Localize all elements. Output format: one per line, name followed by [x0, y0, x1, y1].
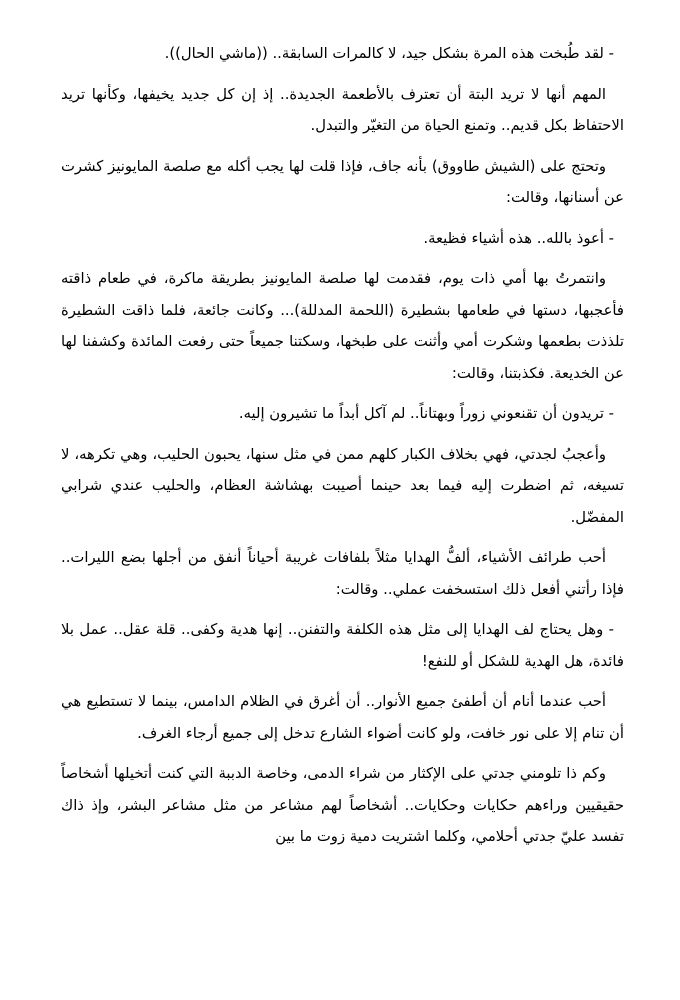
body-paragraph: وانتمرتُ بها أمي ذات يوم، فقدمت لها صلصة المايونيز بطريقة ماكرة، في طعام ذاقته فأعجبها، دستها في طعامها بشطيرة (اللحمة المدللة)... وكانت جائعة، فلما ذاقت الشطيرة تلذذت بطعمها وشكرت أمي وأثنت على طبخها، وسكتنا جميعاً حتى رفعت المائدة وكشفنا لها عن الخديعة. فكذبتنا، وقالت:	[61, 270, 624, 382]
dialogue-line: - تريدون أن تقنعوني زوراً وبهتاناً.. لم آكل أبداً ما تشيرون إليه.	[238, 405, 614, 422]
dialogue-line: - أعوذ بالله.. هذه أشياء فظيعة.	[423, 229, 614, 247]
body-paragraph: وتحتج على (الشيش طاووق) بأنه جاف، فإذا قلت لها يجب أكله مع صلصة المايونيز كشرت عن أسنانها، وقالت:	[61, 157, 624, 206]
body-paragraph: أحب طرائف الأشياء، ألفُّ الهدايا مثلاً بلفافات غريبة أحياناً أنفق من أجلها بضع الليرات.. فإذا رأتني أفعل ذلك استسخفت عملي.. وقالت:	[61, 549, 624, 598]
body-paragraph: وكم ذا تلومني جدتي على الإكثار من شراء الدمى، وخاصة الدببة التي كنت أتخيلها أشخاصاً حقيقيين وراءهم حكايات وحكايات.. أشخاصاً لهم مشاعر من مثل مشاعر البشر، وإذ ذاك تفسد عليّ جدتي أحلامي، وكلما اشتريت دمية زوت ما بين	[61, 765, 624, 845]
dialogue-line: - وهل يحتاج لف الهدايا إلى مثل هذه الكلفة والتفنن.. إنها هدية وكفى.. قلة عقل.. عمل بلا فائدة، هل الهدية للشكل أو للنفع!	[61, 621, 624, 670]
body-paragraph: وأعجبُ لجدتي، فهي بخلاف الكبار كلهم ممن في مثل سنها، يحبون الحليب، وهي تكرهه، لا تسيغه، ثم اضطرت إليه فيما بعد حينما أصيبت بهشاشة العظام، والحليب عندي شرابي المفضّل.	[61, 445, 624, 526]
body-paragraph: المهم أنها لا تريد البتة أن تعترف بالأطعمة الجديدة.. إذ إن كل جديد يخيفها، وكأنها تريد الاحتفاظ بكل قديم.. وتمنع الحياة من التغيّر والتبدل.	[61, 85, 624, 134]
body-paragraph: أحب عندما أنام أن أطفئ جميع الأنوار.. أن أغرق في الظلام الدامس، بينما لا تستطيع هي أن تنام إلا على نور خافت، ولو كانت أضواء الشارع تدخل إلى جميع أرجاء الغرف.	[61, 693, 624, 742]
dialogue-line: - لقد طُبخت هذه المرة بشكل جيد، لا كالمرات السابقة.. ((ماشي الحال)).	[164, 45, 614, 62]
